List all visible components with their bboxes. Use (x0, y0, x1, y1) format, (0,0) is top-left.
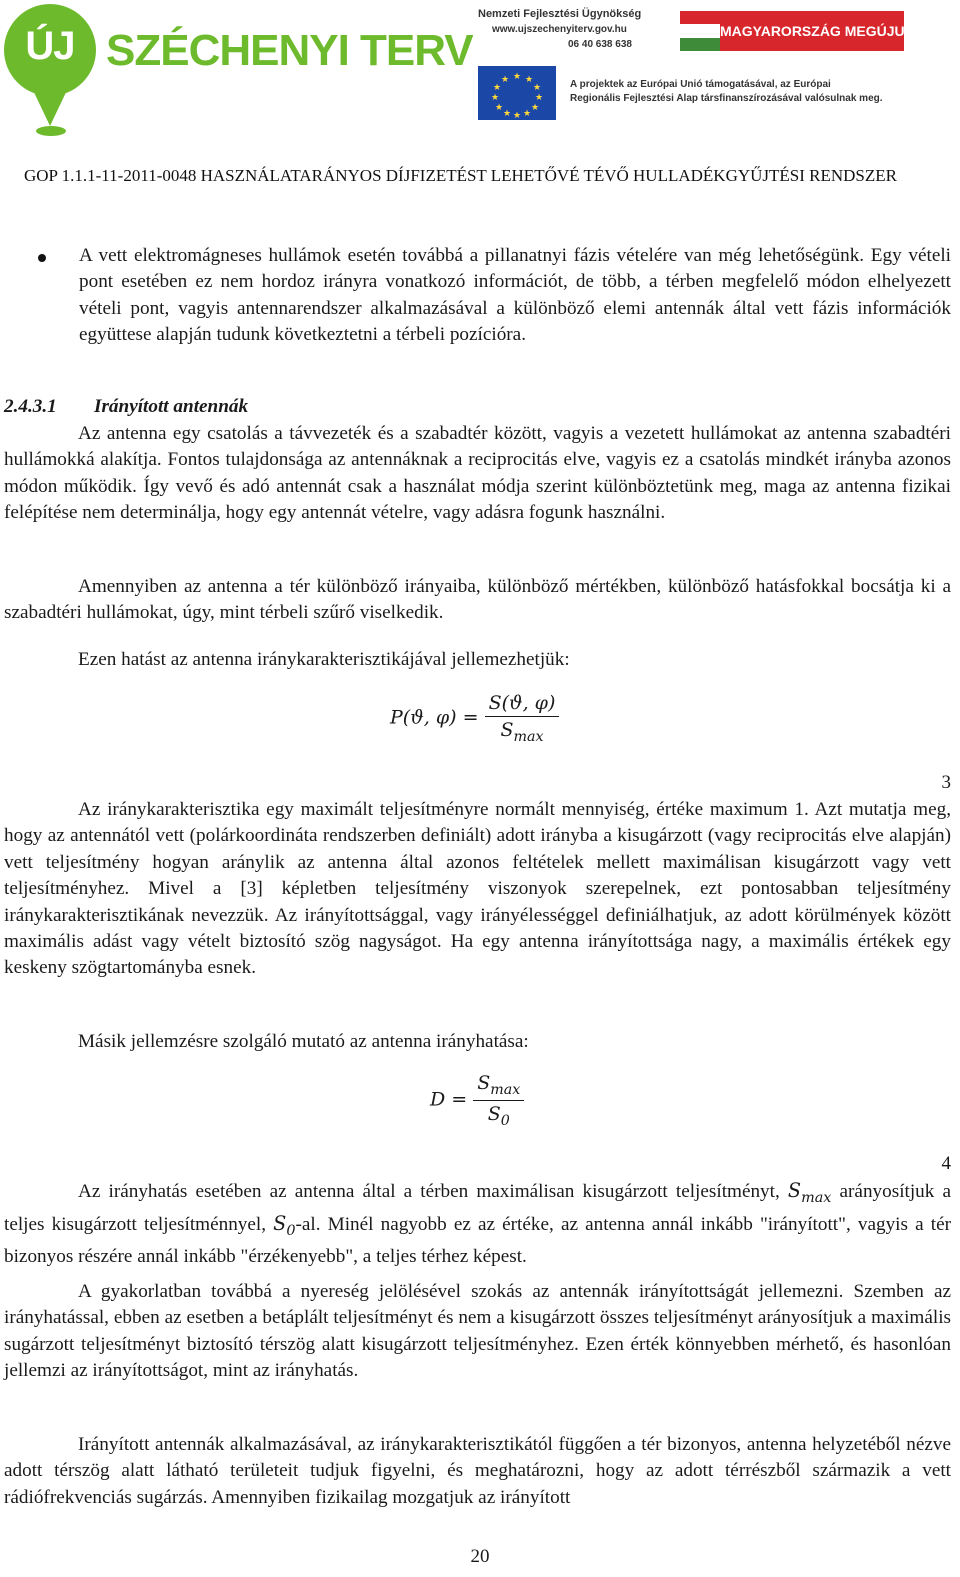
page-number: 20 (470, 1546, 490, 1567)
p6-part-b: arányosítjuk a teljes kisugárzott teljesítménnyel, (4, 1181, 951, 1236)
szechenyi-terv-logo (0, 0, 473, 140)
agency-name: Nemzeti Fejlesztési Ügynökség (478, 8, 642, 20)
magyarorszag-megujul-banner: MAGYARORSZÁG MEGÚJUL (720, 11, 904, 51)
paragraph-7: A gyakorlatban továbbá a nyereség jelölésével szokás az antennák irányítottságát jellemezni. Szemben az irányhatással, ebben az esetben a betáplált teljesítményt és nem a kisugárzott összes teljesítményt arányosítjuk a maximális sugárzott teljesítményt biztosító térszög alatt kisugárzott teljesítményhez. Ezen érték könnyebben mérhető, és hasonlóan jellemzi az irányítottságot, mint az irányhatás. (4, 1281, 951, 1382)
pin-base (36, 126, 66, 136)
p6-part-c: -al. Minél nagyobb ez az értéke, az antenna annál inkább "irányított", vagyis a tér bizonyos részére annál inkább "érzékenyebb", a teljes térhez képest. (4, 1214, 951, 1268)
paragraph-8: Irányított antennák alkalmazásával, az iránykarakterisztikától függően a tér bizonyos, antenna helyzetéből nézve adott térszög alatt látható területeit tudjuk figyelni, és meghatározni, hogy az adott térrészből származik a vett rádiófrekvenciás sugárzás. Amennyiben fizikailag mozgatjuk az irányított (4, 1434, 951, 1508)
equation-4-denominator (473, 1100, 524, 1129)
paragraph-3: Ezen hatást az antenna iránykarakterisztikájával jellemezhetjük: (78, 649, 570, 670)
bullet-item (38, 243, 951, 349)
logo-brand-text: SZÉCHENYI TERV (106, 26, 473, 75)
running-head: GOP 1.1.1-11-2011-0048 HASZNÁLATARÁNYOS DÍJFIZETÉST LEHETŐVÉ TÉVŐ HULLADÉKGYŰJTÉSI RENDSZER (24, 166, 897, 185)
equation-3-number: 3 (941, 772, 951, 793)
equation-3-lhs: P(ϑ, φ) = (390, 706, 479, 729)
eu-flag-icon: ★ ★ ★ ★ ★ ★ ★ ★ ★ ★ ★ ★ (478, 66, 556, 120)
hungarian-flag-icon (680, 11, 720, 51)
equation-4-numerator (473, 1072, 524, 1100)
equation-3-fraction (485, 692, 560, 745)
equation-4 (430, 1072, 524, 1129)
eu-note-line-2: Regionális Fejlesztési Alap társfinanszírozásával valósulnak meg. (570, 93, 883, 104)
bullet-text: A vett elektromágneses hullámok esetén továbbá a pillanatnyi fázis vételére van még lehetőségünk. Egy vételi pont esetében ez nem hordoz irányra vonatkozó információt, de több, a térben megfelelő módon elhelyezett vételi pont, vagyis antennarendszer alkalmazásával a különböző elemi antennák által vett fázis információk együttese alapján tudunk következtetni a térbeli pozícióra. (79, 245, 951, 346)
paragraph-2: Amennyiben az antenna a tér különböző irányaiba, különböző mértékben, különböző hatásfokkal bocsátja ki a szabadtéri hullámokat, úgy, mint térbeli szűrő viselkedik. (4, 576, 951, 624)
section-title: Irányított antennák (94, 396, 249, 417)
bullet-icon (38, 254, 46, 262)
paragraph-5: Másik jellemzésre szolgáló mutató az antenna irányhatása: (78, 1031, 529, 1052)
equation-3-numerator: S(ϑ, φ) (488, 692, 556, 714)
eu-note-line-1: A projektek az Európai Unió támogatásával, az Európai (570, 79, 831, 90)
pin-tail (31, 86, 69, 126)
section-number: 2.4.3.1 (4, 396, 57, 417)
equation-4-lhs: D = (430, 1088, 468, 1111)
paragraph-6 (4, 1178, 951, 1271)
numerator-subscript: max (490, 1081, 521, 1098)
section-heading (4, 396, 248, 418)
numerator-base: S (477, 1072, 491, 1094)
equation-4-number: 4 (941, 1153, 951, 1174)
eu-funding-note (570, 78, 920, 106)
s-zero-subscript: 0 (286, 1223, 296, 1240)
p6-part-a: Az irányhatás esetében az antenna által a térben maximálisan kisugárzott teljesítményt, (78, 1181, 788, 1202)
denominator-base: S (487, 1102, 501, 1125)
equation-4-fraction (473, 1072, 524, 1129)
s-symbol: S (787, 1179, 802, 1202)
paragraph-1: Az antenna egy csatolás a távvezeték és a szabadtér között, vagyis a vezetett hullámokat az antenna szabadtéri hullámokká alakítja. Fontos tulajdonsága az antennáknak a reciprocitás elve, vagyis ez a csatolás mindkét irányba azonos módon működik. Így vevő és adó antennát csak a használat módja szerint különböztetünk meg, maga az antenna fizikai felépítése nem determinálja, hogy egy antennát vételre, vagy adásra fogunk használni. (4, 423, 951, 524)
s-max-symbol (787, 1179, 832, 1206)
agency-block (478, 8, 648, 50)
s-zero-symbol (273, 1212, 296, 1240)
s-max-subscript: max (801, 1189, 832, 1206)
s-symbol: S (273, 1212, 287, 1236)
equation-3 (390, 692, 559, 745)
agency-url: www.ujszechenyiterv.gov.hu (492, 24, 627, 35)
denominator-base: S (500, 719, 514, 741)
equation-3-denominator (485, 716, 560, 745)
agency-phone: 06 40 638 638 (568, 39, 632, 50)
logo-badge-text: ÚJ (25, 24, 75, 68)
denominator-subscript: max (513, 728, 544, 745)
paragraph-4: Az iránykarakterisztika egy maximált teljesítményre normált mennyiség, értéke maximum 1. Azt mutatja meg, hogy az antennától vett (polárkoordináta rendszerben definiált) adott irányba a kisugárzott (vagy reciprocitás elve alapján) vett teljesítmény hogyan aránylik az antenna által azonos feltételek mellett maximálisan kisugárzott vagy vett teljesítményhez. Mivel a [3] képletben teljesítmény viszonyok szerepelnek, ezt pontosabban teljesítmény iránykarakterisztikának nevezzük. Az irányítottsággal, vagy irányélességgel definiálhatjuk, az adott körülmények között maximális adást vagy vételt biztosító szög nagyságot. Ha egy antenna irányítottsága nagy, a maximális értékek egy keskeny szögtartományba esnek. (4, 799, 951, 979)
denominator-subscript: 0 (500, 1112, 510, 1129)
